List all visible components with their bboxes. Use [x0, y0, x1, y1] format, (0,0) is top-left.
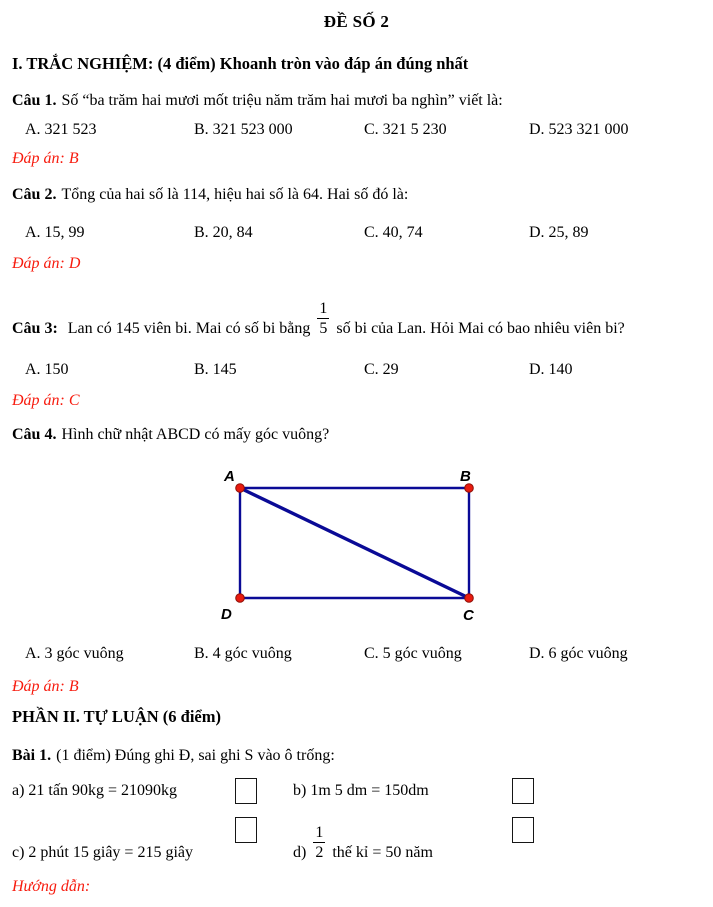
- question-3-option-c: C. 29: [364, 361, 399, 378]
- vertex-label-a: A: [224, 468, 235, 485]
- exercise-1-text: (1 điểm) Đúng ghi Đ, sai ghi S vào ô trống:: [56, 747, 335, 764]
- fraction-denominator: 2: [315, 844, 324, 861]
- vertex-label-c: C: [463, 607, 474, 624]
- vertex-dot-a: [236, 484, 245, 493]
- question-3: [12, 286, 625, 338]
- answer-box-a: [235, 778, 257, 804]
- fraction-one-fifth: [317, 299, 329, 338]
- question-4-option-b: B. 4 góc vuông: [194, 645, 292, 662]
- question-3-options: [0, 361, 713, 383]
- question-1-option-c: C. 321 5 230: [364, 121, 447, 138]
- question-2-options: [0, 224, 713, 246]
- vertex-dot-c: [465, 594, 474, 603]
- answer-box-d: [512, 817, 534, 843]
- question-1-text: Số “ba trăm hai mươi mốt triệu năm trăm hai mươi ba nghìn” viết là:: [61, 92, 503, 109]
- question-2-text: Tổng của hai số là 114, hiệu hai số là 64. Hai số đó là:: [61, 186, 409, 203]
- section1-heading: I. TRẮC NGHIỆM: (4 điểm) Khoanh tròn vào đáp án đúng nhất: [12, 54, 469, 73]
- question-2-answer: Đáp án: D: [12, 255, 81, 272]
- question-2-label: Câu 2.: [12, 186, 57, 203]
- question-1-option-d: D. 523 321 000: [529, 121, 629, 138]
- vertex-label-b: B: [460, 468, 471, 485]
- item-b-text: b) 1m 5 dm = 150dm: [293, 782, 429, 799]
- question-4-option-a: A. 3 góc vuông: [25, 645, 124, 662]
- question-4-option-c: C. 5 góc vuông: [364, 645, 462, 662]
- vertex-label-d: D: [221, 606, 232, 623]
- question-4: [12, 426, 329, 444]
- question-4-text: Hình chữ nhật ABCD có mấy góc vuông?: [61, 426, 330, 443]
- question-3-label: Câu 3:: [12, 320, 58, 337]
- question-3-option-a: A. 150: [25, 361, 69, 378]
- question-4-options: [0, 645, 713, 667]
- fraction-one-half: [313, 823, 325, 862]
- item-d-text: thế kỉ = 50 năm: [332, 844, 433, 861]
- question-2-option-d: D. 25, 89: [529, 224, 589, 241]
- question-1-option-a: A. 321 523: [25, 121, 97, 138]
- answer-box-c: [235, 817, 257, 843]
- exercise-1-row-cd: [0, 817, 713, 865]
- exercise-1: [12, 747, 335, 765]
- section2-heading: PHẦN II. TỰ LUẬN (6 điểm): [12, 707, 221, 726]
- page-title: ĐỀ SỐ 2: [323, 12, 390, 31]
- fraction-numerator: 1: [319, 300, 328, 317]
- vertex-dot-d: [236, 594, 245, 603]
- item-d-label: d): [293, 844, 307, 861]
- exercise-1-label: Bài 1.: [12, 747, 52, 764]
- question-1: [12, 92, 503, 110]
- fraction-numerator: 1: [315, 824, 324, 841]
- rectangle-abcd-figure: [205, 455, 505, 630]
- exercise-1-row-ab: [0, 778, 713, 808]
- question-3-text-after: số bi của Lan. Hỏi Mai có bao nhiêu viên bi?: [336, 320, 625, 337]
- question-4-option-d: D. 6 góc vuông: [529, 645, 628, 662]
- question-1-answer: Đáp án: B: [12, 150, 79, 167]
- question-3-text-before: Lan có 145 viên bi. Mai có số bi bằng: [67, 320, 311, 337]
- question-2-option-c: C. 40, 74: [364, 224, 423, 241]
- item-a-text: a) 21 tấn 90kg = 21090kg: [12, 782, 177, 799]
- question-2-option-b: B. 20, 84: [194, 224, 253, 241]
- question-1-options: [0, 121, 713, 143]
- question-2: [12, 186, 408, 204]
- question-4-answer: Đáp án: B: [12, 678, 79, 695]
- item-c-text: c) 2 phút 15 giây = 215 giây: [12, 844, 193, 861]
- question-1-option-b: B. 321 523 000: [194, 121, 293, 138]
- question-3-option-d: D. 140: [529, 361, 573, 378]
- item-d: [293, 817, 433, 862]
- question-3-answer: Đáp án: C: [12, 392, 80, 409]
- question-2-option-a: A. 15, 99: [25, 224, 85, 241]
- question-1-label: Câu 1.: [12, 92, 57, 109]
- fraction-denominator: 5: [319, 320, 328, 337]
- answer-box-b: [512, 778, 534, 804]
- question-3-option-b: B. 145: [194, 361, 237, 378]
- question-4-label: Câu 4.: [12, 426, 57, 443]
- hint-label: Hướng dẫn:: [12, 878, 91, 895]
